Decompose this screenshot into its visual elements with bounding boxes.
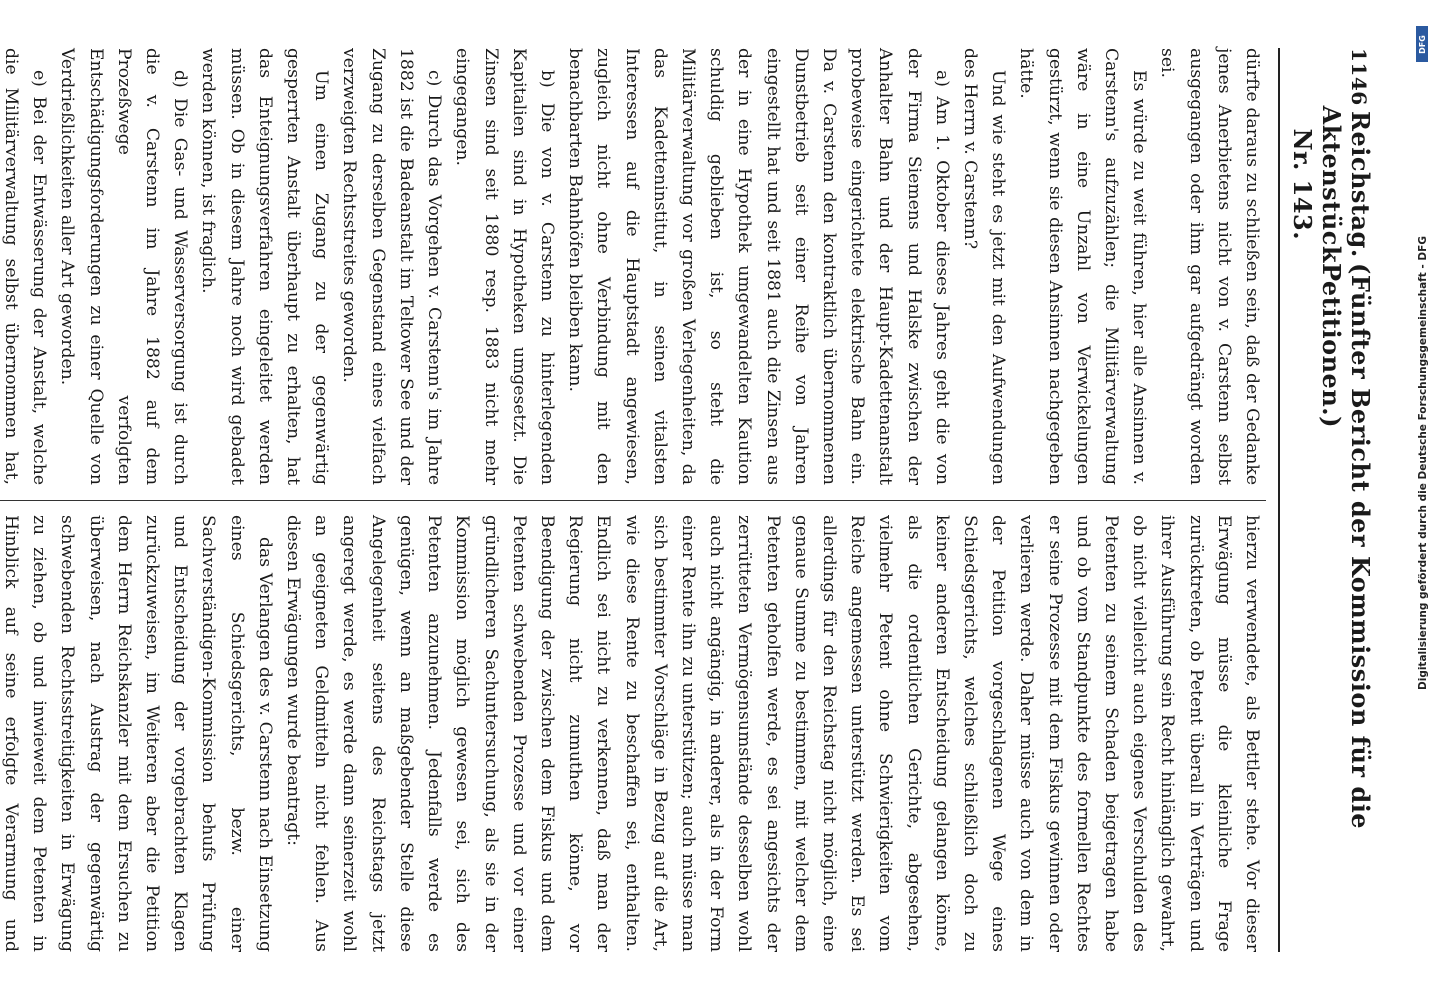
dfg-logo-text: DFG (1417, 34, 1427, 54)
text-columns (0, 48, 1266, 952)
running-head (1278, 48, 1375, 952)
running-head-subtitle: (Fünfter Bericht der Kommission für die Petitionen.) (1317, 263, 1375, 830)
right-column (0, 515, 1266, 952)
left-column (0, 48, 1266, 485)
paragraph: Und wie steht es jetzt mit den Aufwendungen des Herrn v. Carstenn? (959, 48, 1009, 485)
paragraph: e) Bei der Entwässerung der Anstalt, welche die Militärverwaltung selbst übernommen hat, (1, 48, 50, 485)
paragraph: a) Am 1. Oktober dieses Jahres geht die von der Firma Siemens und Halske zwischen der Anhalter Bahn und der Haupt-Kadettenanstalt probeweise eingerichtete elektrische Bahn ein. Da v. Carstenn den kontraktlich übernommenen Dunstbetrieb seit einer Reihe von Jahren eingestellt hat und seit 1881 auch die Zinsen aus der in eine Hypothek umgewandelten Kaution schuldig geblieben ist, so steht die Militärverwaltung vor großen Verlegenheiten, da das Kadetteninstitut, in seinen vitalsten Interessen auf die Hauptstadt angewiesen, zugleich nicht ohne Verbindung mit den benachbarten Bahnhöfen bleiben kann. (565, 48, 952, 485)
paragraph: das Verlangen des v. Carstenn nach Einsetzung eines Schiedsgerichts, bezw. einer Sachverständigen-Kommission behufs Prüfung und Entscheidung der vorgebrachten Klagen zurückzuweisen, im Weiteren aber die Petition dem Herrn Reichskanzler mit dem Ersuchen zu überweisen, nach Austrag der gegenwärtig schwebenden Rechtsstreitigkeiten in Erwägung zu ziehen, ob und inwieweit dem Petenten in Hinblick auf seine erfolgte Verarmung und (1, 515, 275, 952)
paragraph: c) Durch das Vorgehen v. Carstenn's im Jahre 1882 ist die Badeanstalt im Teltower See und der Zugang zu derselben Gegenstand eines vielfach verzweigten Rechtsstreites geworden. (339, 48, 445, 485)
paragraph: b) Die von v. Carstenn zu hinterlegenden Kapitalien sind in Hypotheken umgesetzt. Die Zinsen sind seit 1880 resp. 1883 nicht mehr eingegangen. (452, 48, 557, 485)
paragraph: dürfte daraus zu schließen sein, daß der Gedanke jenes Anerbietens nicht von v. Carstenn selbst ausgegangen oder ihm gar aufgedrängt worden sei. (1157, 48, 1262, 485)
running-head-title: Reichstag. Aktenstück Nr. 143. (1288, 105, 1375, 264)
page-number: 1146 (1347, 48, 1371, 106)
paragraph: Um einen Zugang zu der gegenwärtig gesperrten Anstalt überhaupt zu erhalten, hat das Enteignungsverfahren eingeleitet werden müssen. Ob in diesem Jahre noch wird gebadet werden können, ist fraglich. (198, 48, 332, 485)
side-credit-text: Digitalisierung gefördert durch die Deutsche Forschungsgemeinschaft - DFG (1417, 236, 1429, 690)
paragraph: d) Die Gas- und Wasserversorgung ist durch die v. Carstenn im Jahre 1882 auf dem Prozeßwege verfolgten Entschädigungsforderungen zu einer Quelle von Verdrießlichkeiten aller Art geworden. (57, 48, 191, 485)
paragraph: hierzu verwendete, als Bettler stehe. Vor dieser Erwägung müsse die kleinliche Frage zurücktreten, ob Petent überall in Verträgen und ihrer Ausführung sein Recht hinlänglich gewahrt, ob nicht vielleicht auch eigenes Verschulden des Petenten zu seinem Schaden beigetragen habe und ob vom Standpunkte des formellen Rechtes er seine Prozesse mit dem Fiskus gewinnen oder verlieren werde. Daher müsse auch von dem in der Petition vorgeschlagenen Wege eines Schiedsgerichts, welches schließlich doch zu keiner anderen Entscheidung gelangen könne, als die ordentlichen Gerichte, abgesehen, vielmehr Petent ohne Schwierigkeiten vom Reiche angemessen unterstützt werden. Es sei allerdings für den Reichstag nicht möglich, eine genaue Summe zu bestimmen, mit welcher dem Petenten geholfen werde, es sei angesichts der zerrütteten Vermögensumstände desselben wohl auch nicht angängig, in anderer, als in der Form einer Rente ihn zu unterstützen; auch müsse man sich bestimmter Vorschläge in Bezug auf die Art, wie diese Rente zu beschaffen sei, enthalten. Endlich sei nicht zu verkennen, daß man der Regierung nicht zumuthen könne, vor Beendigung der zwischen dem Fiskus und dem Petenten schwebenden Prozesse und vor einer gründlicheren Sachuntersuchung, als sie in der Kommission möglich gewesen sei, sich des Petenten anzunehmen. Jedenfalls werde es genügen, wenn an maßgebender Stelle diese Angelegenheit seitens des Reichstags jetzt angeregt werde, es werde dann seinerzeit wohl an geeigneten Geldmitteln nicht fehlen. Aus diesen Erwägungen wurde beantragt: (283, 515, 1262, 952)
dfg-logo (1416, 26, 1428, 62)
paragraph: Es würde zu weit führen, hier alle Ansinnen v. Carstenn's aufzuzählen; die Militärverwaltung wäre in eine Unzahl von Verwickelungen gestürzt, wenn sie diesen Ansinnen nachgegeben hätte. (1016, 48, 1150, 485)
side-credit (1413, 0, 1432, 1000)
